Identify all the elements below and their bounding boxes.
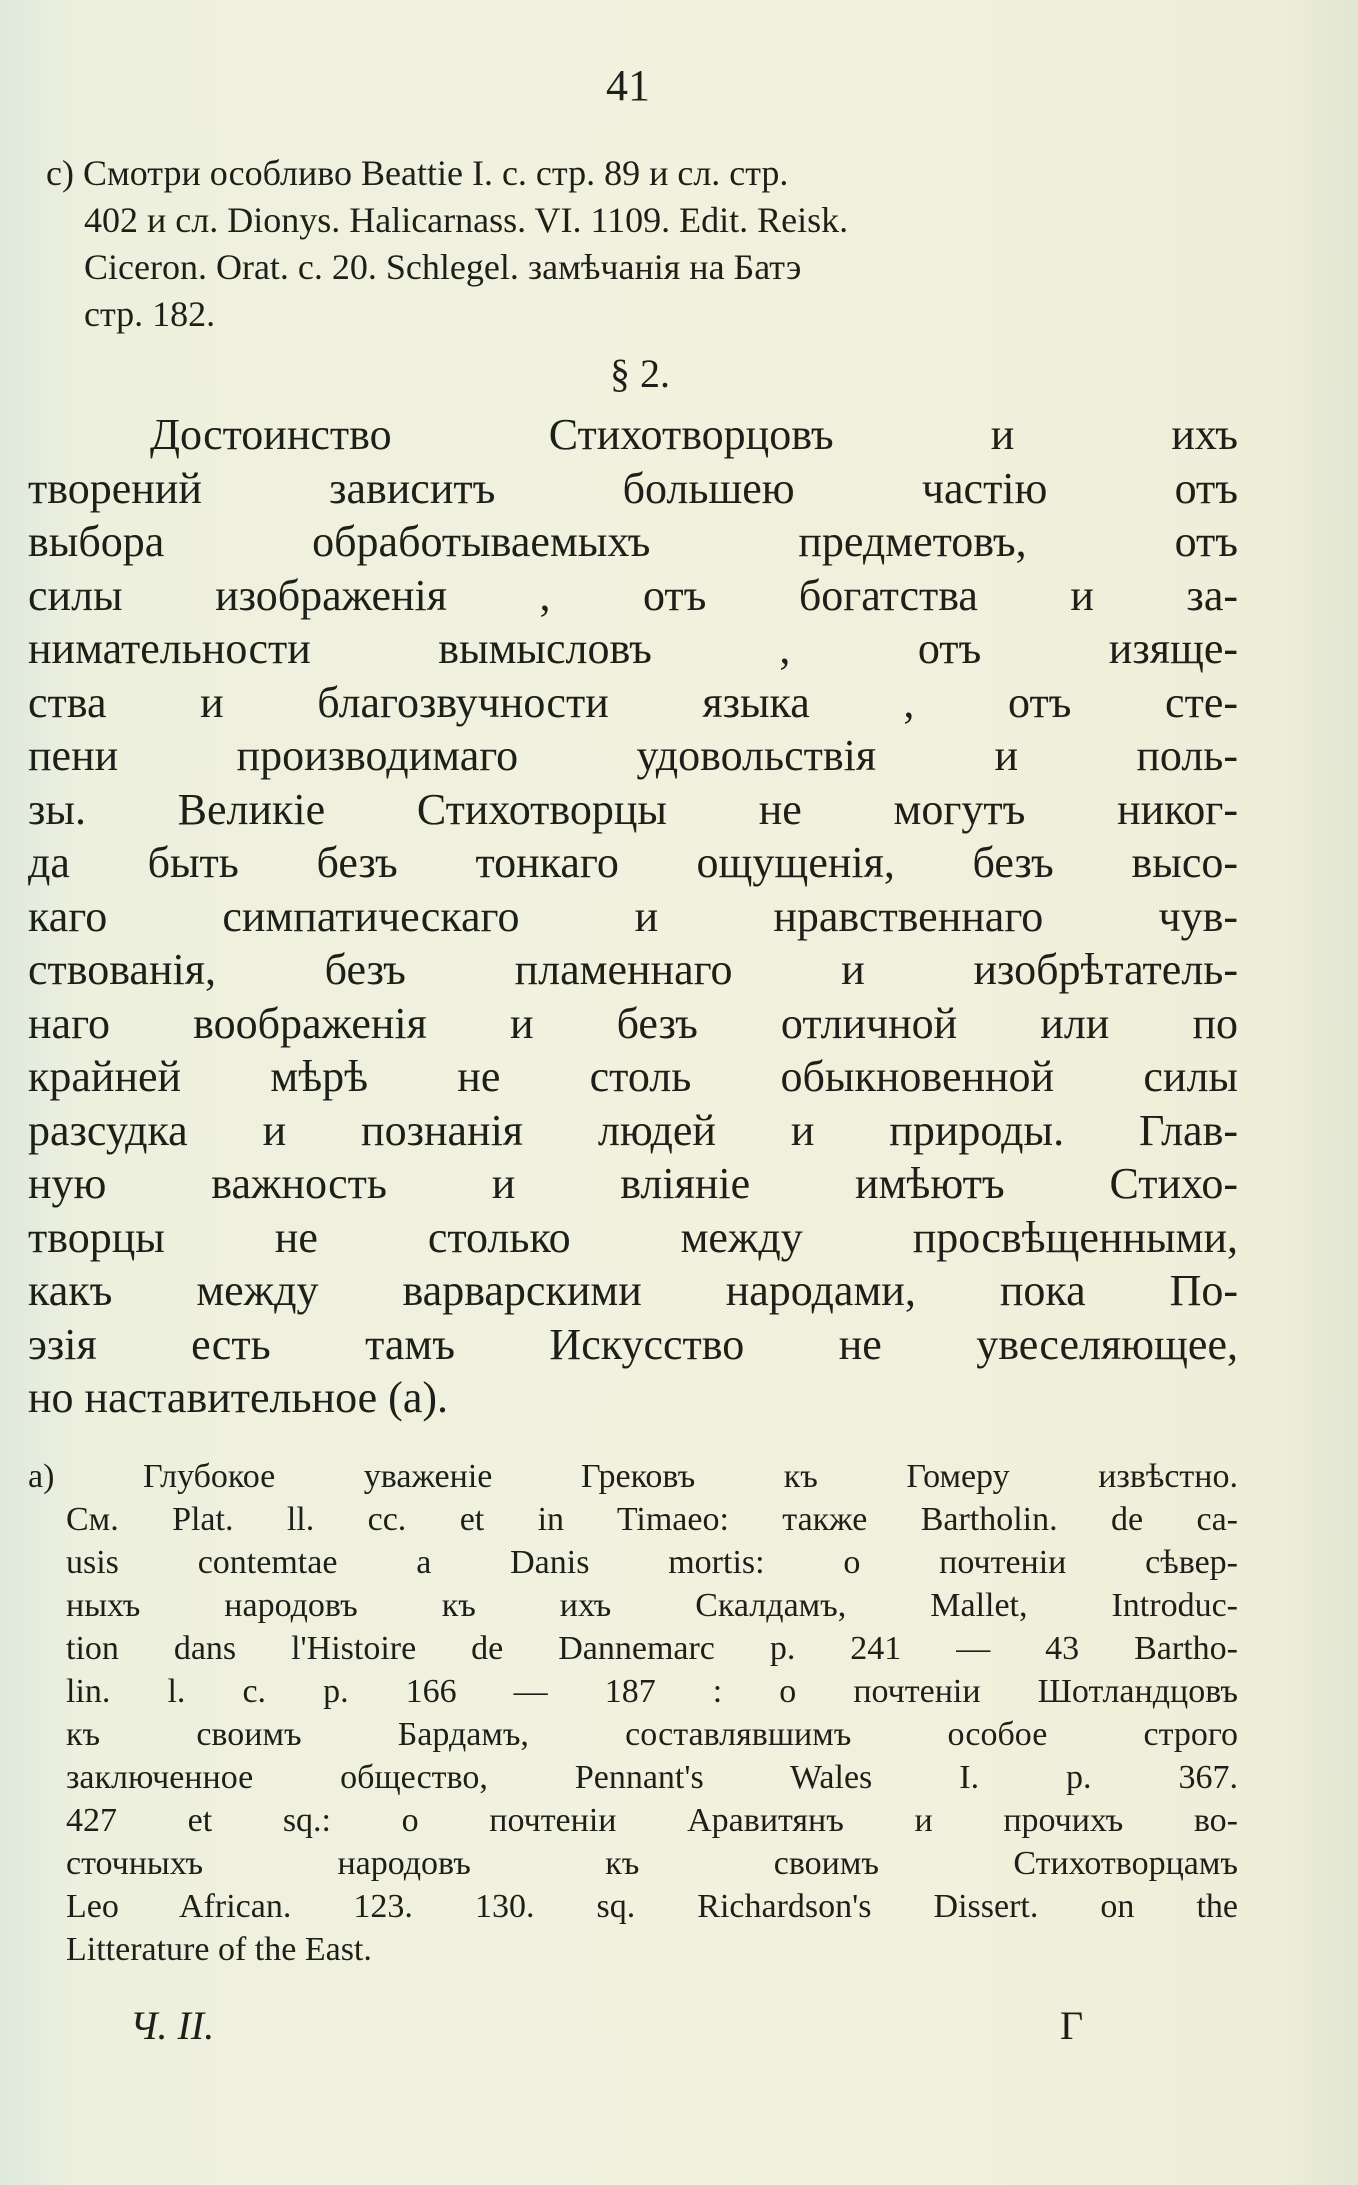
paragraph-line: каго симпатическаго и нравственнаго чув-: [28, 891, 1238, 941]
footnote-line: с) Смотри особливо Beattie I. с. стр. 89 и сл. стр.: [46, 153, 789, 193]
footnote-line: заключенное общество, Pennant's Wales I. p. 367.: [66, 1759, 1238, 1796]
footnote-line: къ своимъ Бардамъ, составлявшимъ особое строго: [66, 1716, 1238, 1753]
footnote-line: 402 и сл. Dionys. Halicarnass. VI. 1109. Edit. Reisk.: [84, 200, 849, 240]
footnote-line: 427 et sq.: о почтеніи Аравитянъ и прочихъ во-: [66, 1802, 1238, 1839]
paragraph-line: творений зависитъ большею частію отъ: [28, 463, 1238, 513]
footnote-line: а) Глубокое уваженіе Грековъ къ Гомеру извѣстно.: [28, 1458, 1238, 1495]
paragraph-line: ства и благозвучности языка , отъ сте-: [28, 677, 1238, 727]
footnote-line: Litterature of the East.: [66, 1931, 372, 1968]
paragraph-line: наго воображенія и безъ отличной или по: [28, 998, 1238, 1048]
paragraph-line: нимательности вымысловъ , отъ изяще-: [28, 624, 1238, 673]
paragraph-line: Достоинство Стихотворцовъ и ихъ: [150, 410, 1238, 459]
page-number: 41: [606, 61, 650, 110]
footnote-line: ныхъ народовъ къ ихъ Скалдамъ, Mallet, Introduc-: [66, 1587, 1238, 1624]
gathering-letter: Г: [1060, 2003, 1084, 2048]
signature-mark: Ч. II.: [130, 2003, 215, 2048]
paragraph-line: силы изображенія , отъ богатства и за-: [28, 570, 1238, 620]
footnote-line: Leo African. 123. 130. sq. Richardson's Dissert. on the: [66, 1888, 1238, 1925]
paragraph-line: ную важность и вліяніе имѣютъ Стихо-: [28, 1159, 1238, 1208]
paragraph-line: зы. Великіе Стихотворцы не могутъ никог-: [28, 784, 1238, 834]
section-mark: § 2.: [610, 351, 670, 396]
footnote-line: lin. l. с. p. 166 — 187 : о почтеніи Шотландцовъ: [66, 1673, 1238, 1710]
footnote-top: [46, 150, 1236, 338]
footnote-line: usis contemtae a Danis mortis: о почтеніи сѣвер-: [66, 1544, 1238, 1581]
paragraph-line: пени производимаго удовольствія и поль-: [28, 731, 1238, 780]
paragraph-line: ствованія, безъ пламеннаго и изобрѣтатель-: [28, 945, 1238, 994]
main-paragraph: [28, 408, 1238, 1425]
paragraph-line: но наставительное (а).: [28, 1373, 448, 1422]
paragraph-line: выбора обработываемыхъ предметовъ, отъ: [28, 517, 1238, 566]
paragraph-line: творцы не столько между просвѣщенными,: [28, 1212, 1238, 1262]
footnote-line: tion dans l'Histoire de Dannemarc p. 241 — 43 Bartho-: [66, 1630, 1238, 1667]
footnote-line: стр. 182.: [84, 294, 216, 334]
paragraph-line: эзія есть тамъ Искусство не увеселяющее,: [28, 1319, 1238, 1369]
paragraph-line: разсудка и познанія людей и природы. Глав-: [28, 1105, 1238, 1155]
paragraph-line: крайней мѣрѣ не столь обыкновенной силы: [28, 1052, 1238, 1101]
footnote-bottom: [28, 1455, 1238, 1971]
footnote-line: сточныхъ народовъ къ своимъ Стихотворцамъ: [66, 1845, 1238, 1882]
footnote-line: Ciceron. Orat. с. 20. Schlegel. замѣчанія на Батэ: [84, 247, 802, 287]
paragraph-line: какъ между варварскими народами, пока По-: [28, 1266, 1238, 1315]
paragraph-line: да быть безъ тонкаго ощущенія, безъ высо-: [28, 838, 1238, 887]
footnote-line: См. Plat. ll. cc. et in Timaeo: также Bartholin. de ca-: [66, 1501, 1238, 1538]
